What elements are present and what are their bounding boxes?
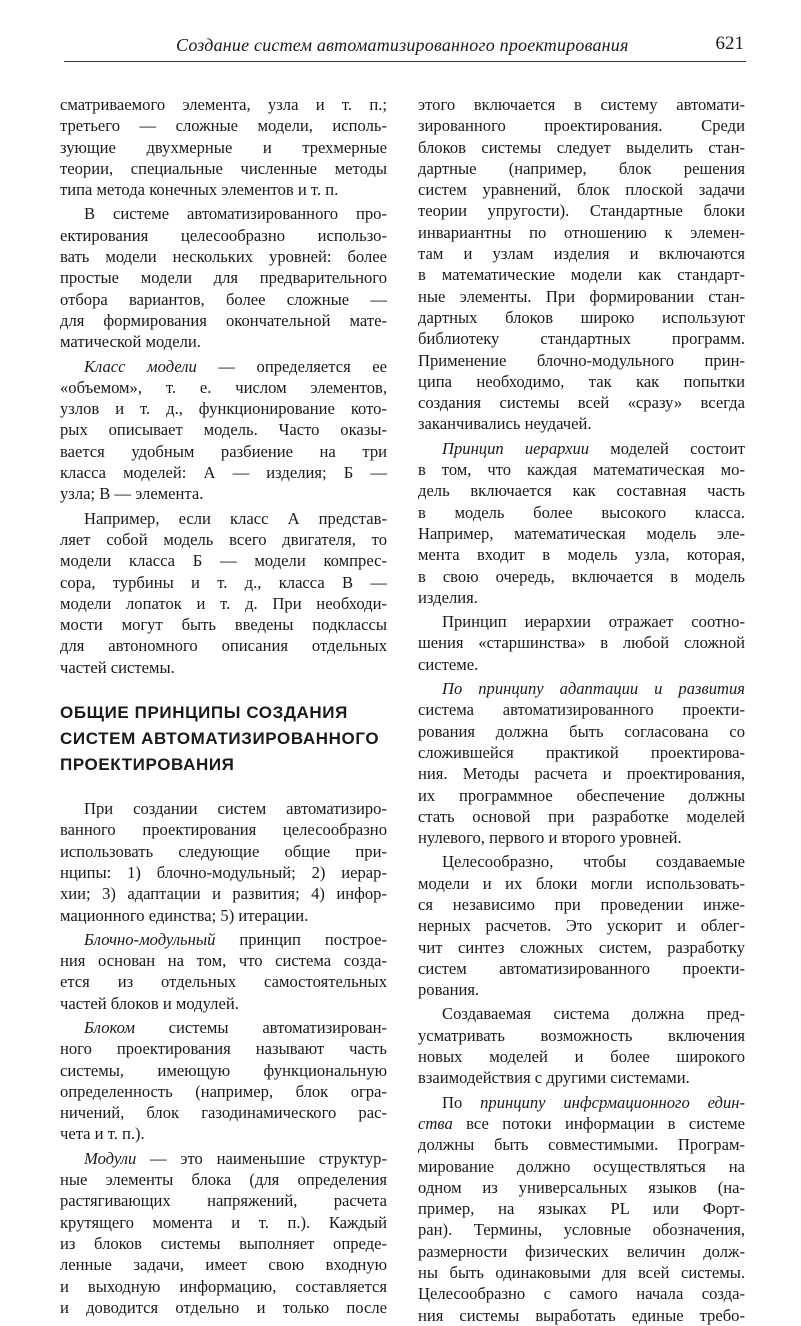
text-line: одном из универсальных языков (на-	[418, 1177, 745, 1197]
text-line: ОБЩИЕ ПРИНЦИПЫ СОЗДАНИЯ	[60, 703, 348, 723]
text-line	[60, 356, 387, 377]
text-line: вать модели нескольких уровней: более	[60, 247, 387, 267]
text-line: зированного проектирования. Среди	[418, 116, 745, 136]
text-line	[60, 1017, 387, 1038]
text-line	[418, 1113, 745, 1134]
text-line: ванного проектирования целесообразно	[60, 820, 387, 840]
italic-term: Блочно-модульный	[84, 929, 216, 949]
text-line: система автоматизированного проекти-	[418, 700, 745, 720]
paragraph	[60, 94, 387, 200]
left-column	[60, 91, 387, 1318]
italic-term: ства	[418, 1113, 453, 1133]
text-line: чета и т. п.).	[60, 1124, 145, 1144]
text-line	[418, 1092, 745, 1113]
text-line: ран). Термины, условные обозначения,	[418, 1220, 745, 1240]
text-line: ектирования целесообразно использо-	[60, 225, 387, 245]
text-line: дель включается как составная часть	[418, 481, 745, 501]
italic-term: Блоком	[84, 1017, 135, 1037]
text-line: В системе автоматизированного про-	[84, 204, 387, 224]
text-line: ется из отдельных самостоятельных	[60, 972, 387, 992]
text-line: дартные (например, блок решения	[418, 158, 745, 178]
text-line: частей системы.	[60, 657, 175, 677]
paragraph	[418, 1092, 745, 1326]
text-line: нерных расчетов. Это ускорит и облег-	[418, 916, 745, 936]
italic-term: Класс модели	[84, 356, 197, 376]
text-line: ния. Методы расчета и проектирования,	[418, 764, 745, 784]
text-segment: системы автоматизирован-	[134, 1017, 387, 1037]
text-line: должны быть совместимыми. Програм-	[418, 1135, 745, 1155]
text-line: мента входит в модель узла, которая,	[418, 545, 745, 565]
paragraph	[60, 929, 387, 1014]
text-segment: моделей состоит	[589, 438, 746, 458]
text-line: новых моделей и более широкого	[418, 1047, 745, 1067]
text-line: пример, на языках PL или Форт-	[418, 1199, 745, 1219]
paragraph	[60, 1017, 387, 1145]
text-line: При создании систем автоматизиро-	[84, 799, 387, 819]
text-line	[418, 438, 745, 459]
paragraph	[418, 678, 745, 848]
text-line: частей блоков и модулей.	[60, 993, 239, 1013]
text-line: матической модели.	[60, 332, 201, 352]
text-line	[60, 929, 387, 950]
text-line: узла; В — элемента.	[60, 484, 204, 504]
paragraph	[60, 508, 387, 678]
text-line: для автономного описания отдельных	[60, 636, 387, 656]
paragraph	[418, 851, 745, 1000]
text-line: определенность (например, блок огра-	[60, 1081, 387, 1101]
text-segment: — это наименьшие структур-	[136, 1148, 387, 1168]
text-line: систем автоматизированного проекти-	[418, 958, 745, 978]
text-line: создания системы всей «сразу» всегда	[418, 393, 745, 413]
text-line: использовать следующие общие при-	[60, 841, 387, 861]
text-line: отбора вариантов, более сложные —	[60, 289, 387, 309]
text-line: ничений, блок газодинамического рас-	[60, 1103, 387, 1123]
text-line: и доводится отдельно и только после	[60, 1297, 387, 1317]
text-line: модели и их блоки могли использовать-	[418, 873, 745, 893]
text-line: СИСТЕМ АВТОМАТИЗИРОВАННОГО	[60, 729, 380, 749]
text-line: теории упругости). Стандартные блоки	[418, 201, 745, 221]
paragraph	[60, 798, 387, 926]
text-line: типа метода конечных элементов и т. п.	[60, 180, 339, 200]
paragraph	[60, 203, 387, 352]
text-line: и выходную информацию, составляется	[60, 1276, 387, 1296]
text-line: сора, турбины и т. д., класса В —	[60, 572, 387, 592]
text-line: в модель более высокого класса.	[418, 502, 745, 522]
text-line: заканчивались неудачей.	[418, 414, 592, 434]
text-line: взаимодействия с другими системами.	[418, 1068, 690, 1088]
section-heading	[60, 700, 387, 778]
text-line: теории, специальные численные методы	[60, 158, 387, 178]
text-line: мационного единства; 5) итерации.	[60, 905, 309, 925]
text-line: мости могут быть введены подклассы	[60, 615, 387, 635]
text-line: усматривать возможность включения	[418, 1025, 745, 1045]
text-line: там и узлам изделия и включаются	[418, 244, 745, 264]
text-line: систем уравнений, блок плоской задачи	[418, 180, 745, 200]
text-line: размерности физических величин долж-	[418, 1241, 745, 1261]
text-line: ПРОЕКТИРОВАНИЯ	[60, 755, 235, 775]
italic-term: По принципу адаптации и развития	[442, 679, 745, 699]
text-line: ципа необходимо, так как попытки	[418, 371, 745, 391]
text-line	[60, 1148, 387, 1169]
running-header	[64, 33, 746, 62]
text-line: хии; 3) адаптации и развития; 4) инфор-	[60, 884, 387, 904]
text-line: чит синтез сложных систем, разработку	[418, 937, 745, 957]
text-line: сложившейся практикой проектирова-	[418, 742, 745, 762]
text-line: «объемом», т. е. числом элементов,	[60, 377, 387, 397]
text-line: Целесообразно с самого начала созда-	[418, 1284, 745, 1304]
text-line: ния системы выработать единые требо-	[418, 1305, 745, 1325]
text-line: крутящего момента и т. п.). Каждый	[60, 1212, 387, 1232]
text-line: модели класса Б — модели компрес-	[60, 551, 387, 571]
text-segment: По	[442, 1092, 481, 1112]
text-line: в том, что каждая математическая мо-	[418, 460, 745, 480]
text-line: инвариантны по отношению к элемен-	[418, 222, 745, 242]
text-line: дартных блоков широко используют	[418, 307, 745, 327]
text-line: Создаваемая система должна пред-	[442, 1004, 745, 1024]
text-line: из блоков системы выполняет опреде-	[60, 1233, 387, 1253]
text-line: этого включается в систему автомати-	[418, 95, 745, 114]
text-line: ленные задачи, имеет свою входную	[60, 1255, 387, 1275]
text-line: в свою очередь, включается в модель	[418, 566, 745, 586]
text-segment: принцип построе-	[215, 929, 387, 949]
paragraph	[418, 1003, 745, 1088]
text-line: класса моделей: А — изделия; Б —	[60, 463, 387, 483]
text-line: блоков системы следует выделить стан-	[418, 137, 745, 157]
text-line: модели лопаток и т. д. При необходи-	[60, 593, 387, 613]
text-line: третьего — сложные модели, исполь-	[60, 116, 387, 136]
text-line: изделия.	[418, 587, 478, 607]
text-line: ного проектирования называют часть	[60, 1039, 387, 1059]
text-line: ния основан на том, что система созда-	[60, 951, 387, 971]
right-column	[418, 91, 745, 1326]
text-line: нулевого, первого и второго уровней.	[418, 828, 682, 848]
text-line: нципы: 1) блочно-модульный; 2) иерар-	[60, 862, 387, 882]
text-line: рования.	[418, 980, 480, 1000]
text-line: системы, имеющую функциональную	[60, 1060, 387, 1080]
text-line: ляет собой модель всего двигателя, то	[60, 529, 387, 549]
text-line: зующие двухмерные и трехмерные	[60, 137, 387, 157]
text-line: для формирования окончательной мате-	[60, 310, 387, 330]
paragraph	[60, 356, 387, 505]
text-line: мирование должно осуществляться на	[418, 1156, 745, 1176]
text-line: узлов и т. д., функционирование кото-	[60, 399, 387, 419]
text-line: библиотеку стандартных программ.	[418, 329, 745, 349]
italic-term: Модули	[84, 1148, 137, 1168]
text-line: рых описывает модель. Часто оказы-	[60, 420, 387, 440]
text-line: Применение блочно-модульного прин-	[418, 350, 745, 370]
text-line: Целесообразно, чтобы создаваемые	[442, 852, 745, 872]
italic-term: принципу инфсрмационного един-	[480, 1092, 745, 1112]
paragraph	[418, 438, 745, 608]
text-line	[418, 678, 745, 699]
text-line: ны быть одинаковыми для всей системы.	[418, 1263, 745, 1283]
text-line: Например, математическая модель эле-	[418, 523, 745, 543]
text-line: растягивающих напряжений, расчета	[60, 1191, 387, 1211]
paragraph	[60, 1148, 387, 1318]
text-line: ные элементы. При формировании стан-	[418, 286, 745, 306]
text-line: Принцип иерархии отражает соотно-	[442, 612, 745, 632]
text-line: ные элементы блока (для определения	[60, 1170, 387, 1190]
text-line: вается удобным разбиение на три	[60, 441, 387, 461]
text-line: их программное обеспечение должны	[418, 785, 745, 805]
paragraph	[418, 611, 745, 675]
text-line: ся независимо при проведении инже-	[418, 894, 745, 914]
text-line: Например, если класс А представ-	[84, 508, 387, 528]
running-title: Создание систем автоматизированного проектирования	[176, 35, 629, 55]
text-line: сматриваемого элемента, узла и т. п.;	[60, 95, 387, 114]
text-line: простые модели для предварительного	[60, 268, 387, 288]
italic-term: Принцип иерархии	[442, 438, 590, 458]
text-line: в математические модели как стандарт-	[418, 265, 745, 285]
text-line: рования должна быть согласована со	[418, 721, 745, 741]
paragraph	[418, 94, 745, 435]
text-line: системе.	[418, 654, 479, 674]
page-number: 621	[715, 33, 744, 54]
text-segment: все потоки информации в системе	[452, 1113, 745, 1133]
text-line: шения «старшинства» в любой сложной	[418, 633, 745, 653]
text-segment: — определяется ее	[196, 356, 387, 376]
text-line: стать основой при разработке моделей	[418, 806, 745, 826]
